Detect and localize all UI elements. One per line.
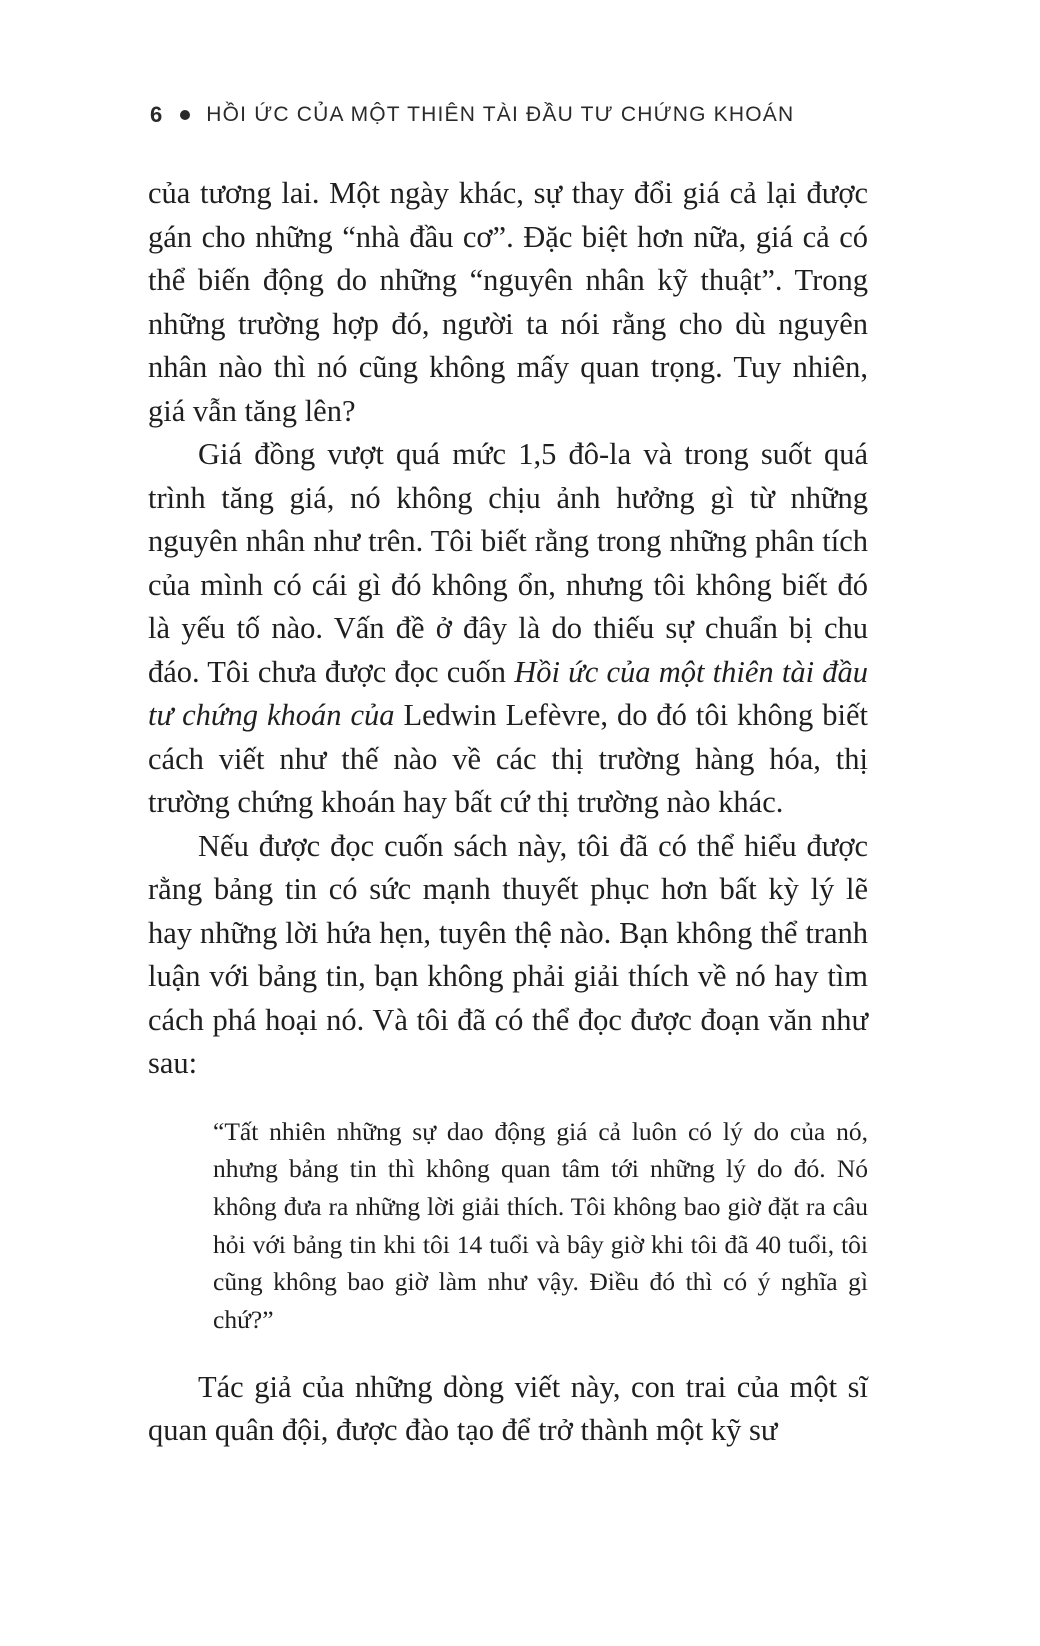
body-text — [148, 172, 868, 1453]
page-number: 6 — [150, 102, 163, 127]
running-header — [150, 100, 794, 130]
block-quote: “Tất nhiên những sự dao động giá cả luôn có lý do của nó, nhưng bảng tin thì không quan tâm tới những lý do đó. Nó không đưa ra những lời giải thích. Tôi không bao giờ đặt ra câu hỏi với bảng tin khi tôi 14 tuổi và bây giờ khi tôi đã 40 tuổi, tôi cũng không bao giờ làm như vậy. Điều đó thì có ý nghĩa gì chứ?” — [213, 1116, 868, 1335]
paragraph-3: Nếu được đọc cuốn sách này, tôi đã có thể hiểu được rằng bảng tin có sức mạnh thuyết phục hơn bất kỳ lý lẽ hay những lời hứa hẹn, tuyên thệ nào. Bạn không thể tranh luận với bảng tin, bạn không phải giải thích về nó hay tìm cách phá hoại nó. Và tôi đã có thể đọc được đoạn văn như sau: — [148, 828, 868, 1080]
paragraph-4: Tác giả của những dòng viết này, con trai của một sĩ quan quân đội, được đào tạo để trở thành một kỹ sư — [148, 1369, 868, 1448]
book-title-italic: Hồi ức của một thiên tài đầu tư chứng khoán của — [148, 654, 868, 732]
book-title: HỒI ỨC CỦA MỘT THIÊN TÀI ĐẦU TƯ CHỨNG KHOÁN — [206, 103, 795, 126]
paragraph-2-text-b: Ledwin Lefèvre, do đó tôi không biết cách viết như thế nào về các thị trường hàng hóa, thị trường chứng khoán hay bất cứ thị trường nào khác. — [148, 698, 868, 819]
paragraph-2-text-a: Giá đồng vượt quá mức 1,5 đô-la và trong suốt quá trình tăng giá, nó không chịu ảnh hưởng gì từ những nguyên nhân như trên. Tôi biết rằng trong những phân tích của mình có cái gì đó không ổn, nhưng tôi không biết đó là yếu tố nào. Vấn đề ở đây là do thiếu sự chuẩn bị chu đáo. Tôi chưa được đọc cuốn — [148, 437, 868, 689]
bullet-icon — [180, 110, 190, 120]
paragraph-1: của tương lai. Một ngày khác, sự thay đổi giá cả lại được gán cho những “nhà đầu cơ”. Đặc biệt hơn nữa, giá cả có thể biến động do những “nguyên nhân kỹ thuật”. Trong những trường hợp đó, người ta nói rằng cho dù nguyên nhân nào thì nó cũng không mấy quan trọng. Tuy nhiên, giá vẫn tăng lên? — [148, 176, 868, 428]
paragraph-2 — [148, 433, 868, 825]
